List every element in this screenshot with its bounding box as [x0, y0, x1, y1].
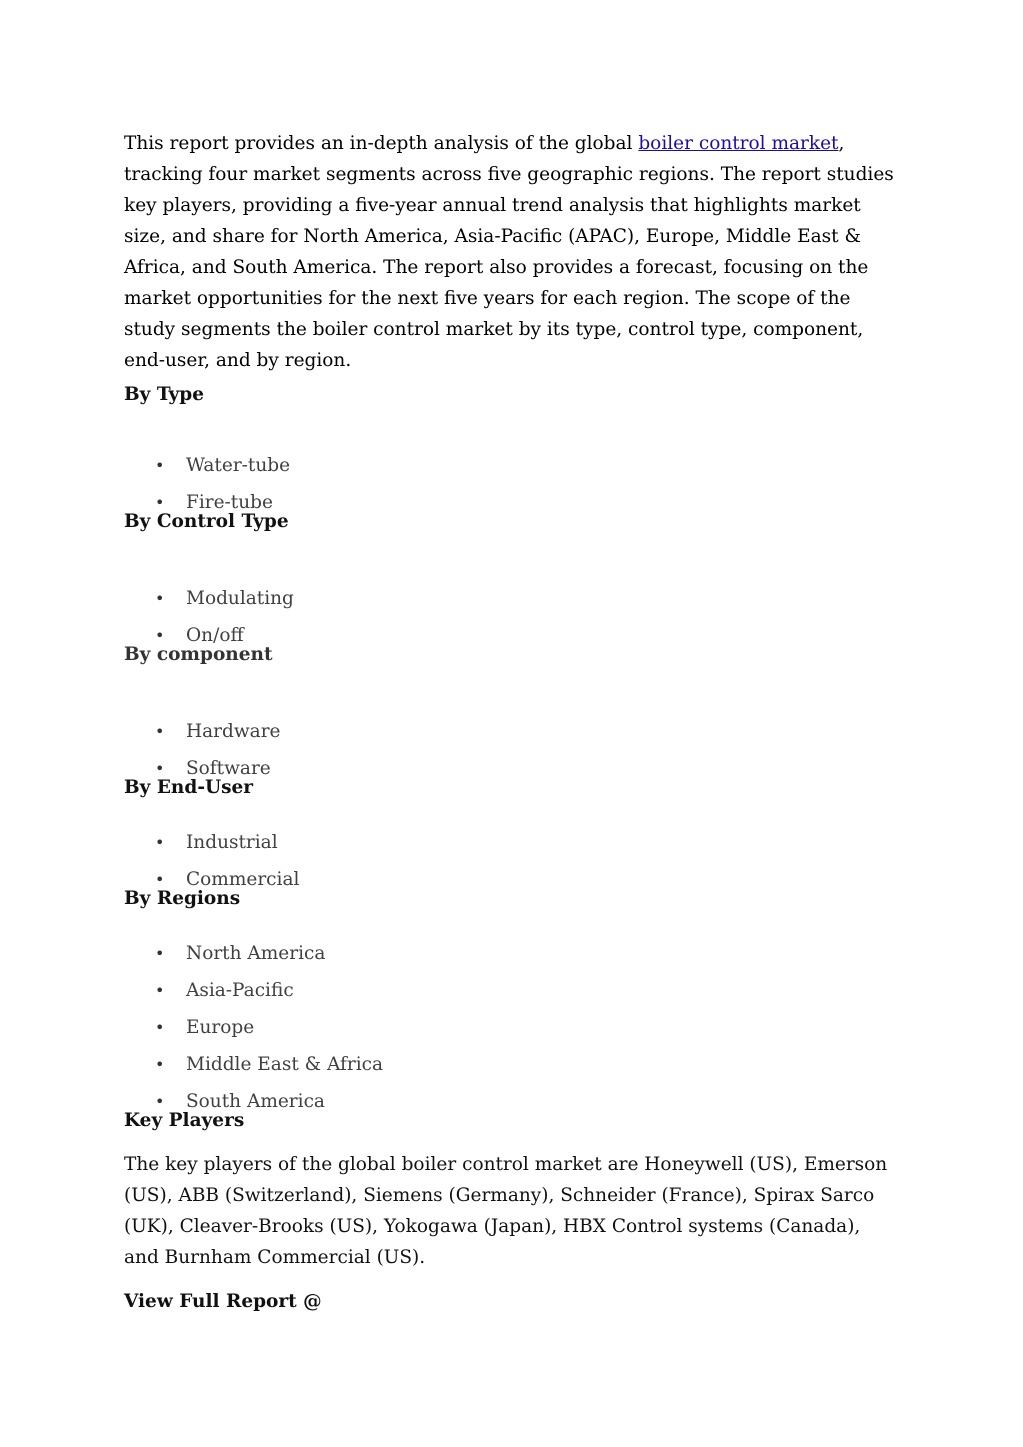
- bullet-icon: •: [155, 870, 165, 889]
- bullet-icon: •: [155, 944, 165, 963]
- heading-by-end-user: By End-User: [124, 777, 254, 798]
- intro-paragraph: [124, 128, 899, 376]
- heading-by-type: By Type: [124, 384, 205, 405]
- bullet-icon: •: [155, 589, 165, 608]
- list-item: • Hardware: [124, 713, 899, 750]
- list-item: • Europe: [124, 1009, 899, 1046]
- key-players-paragraph: The key players of the global boiler control market are Honeywell (US), Emerson (US), ABB (Switzerland), Siemens (Germany), Schneider (France), Spirax Sarco (UK), Cleaver-Brooks (US), Yokogawa (Japan), HBX Control systems (Canada), and Burnham Commercial (US).: [124, 1154, 888, 1268]
- list-item: • Modulating: [124, 580, 899, 617]
- boiler-control-market-link[interactable]: boiler control market: [638, 133, 839, 154]
- bullet-icon: •: [155, 626, 165, 645]
- bullet-icon: •: [155, 759, 165, 778]
- list-item: • On/off: [124, 617, 899, 654]
- bullet-icon: •: [155, 833, 165, 852]
- view-full-report-label: View Full Report @: [124, 1291, 322, 1312]
- heading-by-control-type: By Control Type: [124, 511, 289, 532]
- list-item: • Software: [124, 750, 899, 787]
- list-item: • South America: [124, 1083, 899, 1120]
- bullet-icon: •: [155, 981, 165, 1000]
- list-by-component: [124, 713, 899, 787]
- heading-by-component: By component: [124, 644, 273, 665]
- list-by-type: [124, 447, 899, 521]
- bullet-icon: •: [155, 456, 165, 475]
- list-item: • Middle East & Africa: [124, 1046, 899, 1083]
- bullet-icon: •: [155, 493, 165, 512]
- list-item: • Commercial: [124, 861, 899, 898]
- list-by-control-type: [124, 580, 899, 654]
- heading-key-players: Key Players: [124, 1110, 245, 1131]
- intro-text-after: , tracking four market segments across five geographic regions. The report studies key players, providing a five-year annual trend analysis that highlights market size, and share for North America, Asia-Pacific (APAC), Europe, Middle East & Africa, and South America. The report also provides a forecast, focusing on the market opportunities for the next five years for each region. The scope of the study segments the boiler control market by its type, control type, component, end-user, and by region.: [124, 133, 894, 371]
- bullet-icon: •: [155, 1092, 165, 1111]
- document-page: [124, 128, 899, 1315]
- list-item: • Asia-Pacific: [124, 972, 899, 1009]
- bullet-icon: •: [155, 1055, 165, 1074]
- list-item: • Industrial: [124, 824, 899, 861]
- intro-text-before: This report provides an in-depth analysis of the global: [124, 133, 639, 154]
- list-item: • Fire-tube: [124, 484, 899, 521]
- list-by-regions: [124, 935, 899, 1120]
- bullet-icon: •: [155, 722, 165, 741]
- list-by-end-user: [124, 824, 899, 898]
- heading-by-regions: By Regions: [124, 888, 241, 909]
- bullet-icon: •: [155, 1018, 165, 1037]
- list-item: • North America: [124, 935, 899, 972]
- list-item: • Water-tube: [124, 447, 899, 484]
